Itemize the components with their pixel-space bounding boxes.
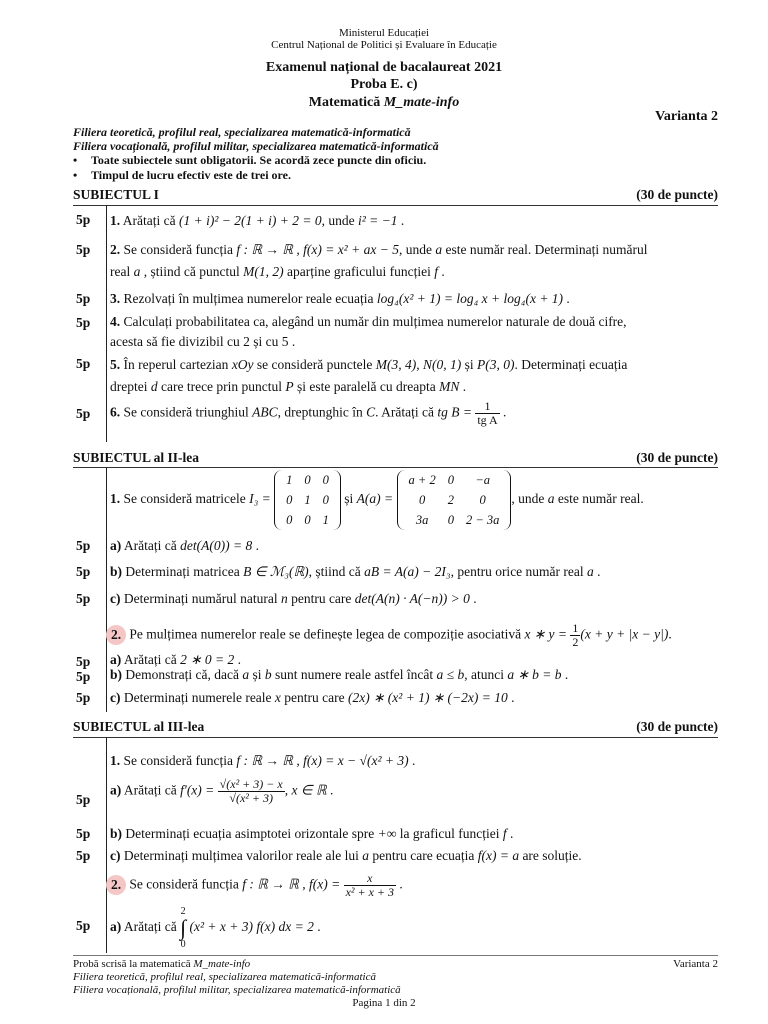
s2-p1-item-a: a) Arătați că det(A(0)) = 8 . bbox=[110, 538, 259, 553]
s1-question-2: 2. Se consideră funcția f : ℝ → ℝ , f(x) = x² + ax − 5, unde a este număr real. Determinați numărul real a , știind că punctul M(1, 2) aparține graficului funcției f . bbox=[110, 242, 648, 279]
info-line-2: Filiera vocațională, profilul militar, specializarea matematică-informatică bbox=[73, 139, 439, 153]
points-cell: 5p bbox=[76, 826, 91, 841]
subject-title bbox=[0, 94, 768, 111]
a-matrix-row bbox=[403, 510, 506, 530]
identity-matrix-cell: 0 bbox=[286, 513, 293, 527]
s3-p1-item-a: a) Arătați că f′(x) = $\frac{\text{√(x² + 3) − x}}{\text{√(x² + 3)}}$ , x ∈ ℝ . bbox=[110, 777, 334, 805]
section-1-title: SUBIECTUL I bbox=[73, 187, 159, 202]
identity-matrix-cell: 0 bbox=[322, 473, 329, 487]
s3-p1-item-c: c) Determinați mulțimea valorilor reale ale lui a pentru care ecuația f(x) = a are soluție. bbox=[110, 848, 582, 863]
a-matrix-cell: 0 bbox=[447, 513, 454, 527]
points-cell: 5p bbox=[76, 792, 91, 807]
info-line-1: Filiera teoretică, profilul real, specializarea matematică-informatică bbox=[73, 125, 411, 139]
points-cell: 5p bbox=[76, 654, 91, 669]
s1-question-6: 6. Se consideră triunghiul ABC, dreptunghic în C. Arătați că tg B = $\frac{1}{\text{tg A}}$ . bbox=[110, 399, 507, 427]
points-cell: 5p bbox=[76, 690, 91, 705]
a-matrix-cell: 0 bbox=[418, 493, 426, 507]
identity-matrix-row bbox=[280, 470, 335, 490]
fraction: $\frac{1}{\text{tg A}}$ bbox=[477, 399, 498, 427]
identity-matrix-cell: 1 bbox=[304, 493, 311, 507]
points-cell: 5p bbox=[76, 669, 91, 684]
points-cell: 5p bbox=[76, 848, 91, 863]
section-3-header bbox=[73, 719, 718, 735]
a-matrix-row bbox=[403, 490, 506, 510]
fraction: $\frac{x}{\text{x² + x + 3}}$ bbox=[345, 871, 395, 899]
section-1-points: (30 de puncte) bbox=[636, 187, 718, 202]
fraction: $\frac{\text{√(x² + 3) − x}}{\text{√(x² + 3)}}$ bbox=[219, 777, 283, 805]
points-cell: 5p bbox=[76, 538, 91, 553]
ministry-name: Ministerul Educației bbox=[338, 27, 430, 39]
page-number: Pagina 1 din 2 bbox=[352, 997, 416, 1009]
section-1-divider bbox=[73, 205, 718, 206]
section-3-title: SUBIECTUL al III-lea bbox=[73, 719, 205, 734]
subject-name: M_mate-info bbox=[383, 95, 460, 110]
section-3-column-line bbox=[106, 737, 107, 953]
a-matrix-row bbox=[403, 470, 506, 490]
s3-problem-2: 2. Se consideră funcția f : ℝ → ℝ , f(x) = $\frac{x}{\text{x² + x + 3}}$ . bbox=[110, 872, 718, 899]
s3-p1-item-b: b) Determinați ecuația asimptotei orizontale spre +∞ la graficul funcției f . bbox=[110, 826, 514, 841]
info-bullet-2: • Timpul de lucru efectiv este de trei ore. bbox=[73, 168, 291, 182]
points-cell: 5p bbox=[76, 315, 91, 330]
problem-number-highlight: 2. bbox=[106, 625, 126, 645]
subject-prefix: Matematică bbox=[308, 95, 381, 110]
points-cell: 5p bbox=[76, 591, 91, 606]
identity-matrix-cell: 0 bbox=[286, 493, 293, 507]
footer-line-1: Probă scrisă la matematică M_mate-info bbox=[73, 958, 251, 970]
section-3-points: (30 de puncte) bbox=[636, 719, 718, 734]
bullet-glyph: • bbox=[73, 168, 78, 182]
a-matrix-cell: a + 2 bbox=[408, 473, 436, 487]
a-matrix-cell: 0 bbox=[479, 493, 486, 507]
identity-matrix-cell: 0 bbox=[322, 493, 329, 507]
s2-problem-2: 2. Pe mulțimea numerelor reale se definește legea de compoziție asociativă x ∗ y = $\frac{1}{2}$ (x + y + |x − y|). bbox=[110, 622, 718, 649]
a-matrix-cell: 2 bbox=[447, 493, 454, 507]
bullet-glyph: • bbox=[73, 153, 78, 167]
s2-p2-item-b: b) Demonstrați că, dacă a și b sunt numere reale astfel încât a ≤ b, atunci a ∗ b = b . bbox=[110, 667, 569, 682]
center-name: Centrul Național de Politici și Evaluare în Educație bbox=[271, 39, 497, 51]
footer-line-2: Filiera teoretică, profilul real, specializarea matematică-informatică bbox=[73, 971, 376, 983]
s1-question-1: 1. Arătați că (1 + i)² − 2(1 + i) + 2 = 0, unde i² = −1 . bbox=[110, 213, 405, 228]
section-1-column-line bbox=[106, 205, 107, 442]
variant-label: Varianta 2 bbox=[655, 109, 718, 124]
points-cell: 5p bbox=[76, 242, 91, 257]
footer-variant: Varianta 2 bbox=[673, 958, 718, 970]
a-matrix-cell: 3a bbox=[415, 513, 429, 527]
footer-divider bbox=[73, 955, 718, 956]
section-2-header bbox=[73, 450, 718, 466]
section-3-divider bbox=[73, 737, 718, 738]
s2-p1-item-c: c) Determinați numărul natural n pentru care det(A(n) · A(−n)) > 0 . bbox=[110, 591, 477, 606]
s3-p2-item-a: a) Arătați că 2 ∫ 0 (x² + x + 3) f(x) dx = 2 . bbox=[110, 906, 321, 950]
points-cell: 5p bbox=[76, 356, 91, 371]
identity-matrix-row bbox=[280, 510, 335, 530]
points-cell: 5p bbox=[76, 212, 91, 227]
identity-matrix bbox=[274, 470, 341, 530]
s3-problem-1: 1. Se consideră funcția f : ℝ → ℝ , f(x) = x − √(x² + 3) . bbox=[110, 753, 416, 768]
a-matrix-cell: −a bbox=[475, 473, 491, 487]
points-cell: 5p bbox=[76, 291, 91, 306]
exam-title: Examenul național de bacalaureat 2021 bbox=[265, 60, 503, 75]
a-matrix-cell: 2 − 3a bbox=[465, 513, 500, 527]
s2-p2-item-a: a) Arătați că 2 ∗ 0 = 2 . bbox=[110, 652, 242, 667]
problem-number-highlight: 2. bbox=[106, 875, 126, 895]
s1-question-5: 5. În reperul cartezian xOy se consideră punctele M(3, 4), N(0, 1) și P(3, 0). Determinați ecuația dreptei d care trece prin punctul P și este paralelă cu dreapta MN . bbox=[110, 357, 628, 394]
info-bullet-1: • Toate subiectele sunt obligatorii. Se acordă zece puncte din oficiu. bbox=[73, 153, 427, 167]
section-2-divider bbox=[73, 467, 718, 468]
s2-p1-item-b: b) Determinați matricea B ∈ ℳ₃(ℝ), știind că aB = A(a) − 2I₃, pentru orice număr real a . bbox=[110, 564, 601, 579]
section-2-column-line bbox=[106, 467, 107, 712]
s2-p2-item-c: c) Determinați numerele reale x pentru care (2x) ∗ (x² + 1) ∗ (−2x) = 10 . bbox=[110, 690, 515, 705]
fraction: $\frac{1}{2}$ bbox=[572, 621, 579, 649]
a-matrix bbox=[397, 470, 512, 530]
identity-matrix-cell: 0 bbox=[304, 513, 311, 527]
points-cell: 5p bbox=[76, 406, 91, 421]
identity-matrix-cell: 0 bbox=[304, 473, 311, 487]
section-2-title: SUBIECTUL al II-lea bbox=[73, 450, 200, 465]
a-matrix-cell: 0 bbox=[447, 473, 454, 487]
integral-sign: 2 ∫ 0 bbox=[180, 906, 187, 950]
proba-title: Proba E. c) bbox=[350, 77, 418, 92]
points-cell: 5p bbox=[76, 564, 91, 579]
identity-matrix-cell: 1 bbox=[322, 513, 329, 527]
s1-question-3: 3. Rezolvați în mulțimea numerelor reale ecuația log₄(x² + 1) = log₄ x + log₄(x + 1) . bbox=[110, 291, 570, 306]
points-cell: 5p bbox=[76, 918, 91, 933]
s2-problem-1: 1. Se consideră matricele I₃ = 1 0 0 0 1 0 0 0 1 și A(a) = a + 2 0 −a 0 2 0 3a 0 2 − 3a , unde a este număr real. bbox=[110, 470, 718, 530]
identity-matrix-row bbox=[280, 490, 335, 510]
footer-line-3: Filiera vocațională, profilul militar, specializarea matematică-informatică bbox=[73, 984, 401, 996]
section-1-header bbox=[73, 187, 718, 203]
identity-matrix-cell: 1 bbox=[286, 473, 293, 487]
s1-question-4: 4. Calculați probabilitatea ca, alegând un număr din mulțimea numerelor naturale de două cifre, acesta să fie divizibil cu 2 și cu 5 . bbox=[110, 314, 627, 349]
section-2-points: (30 de puncte) bbox=[636, 450, 718, 465]
